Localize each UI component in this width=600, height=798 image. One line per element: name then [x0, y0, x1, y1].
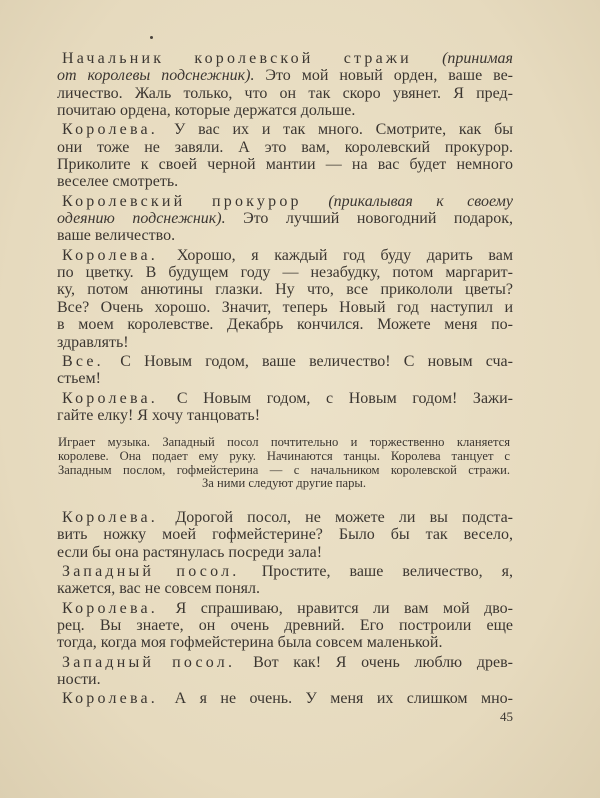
paragraph — [57, 509, 513, 561]
text-line — [57, 281, 513, 298]
paragraph — [57, 563, 513, 598]
speaker-name: Королева. — [62, 121, 174, 139]
dialogue-text: кажется, вас не совсем понял. — [57, 580, 260, 598]
text-line — [57, 139, 513, 156]
text-line — [57, 85, 513, 102]
dialogue-text: ности. — [57, 671, 101, 689]
stage-remark: (прикалывая к своему — [328, 192, 513, 210]
stage-remark: от королевы подснежник). — [57, 67, 266, 85]
dialogue-text: Простите, ваше величество, я, — [261, 563, 514, 581]
speaker-name: Начальник королевской стражи — [62, 50, 443, 67]
stage-remark: одеянию подснежник). — [57, 210, 244, 228]
dialogue-text: ку, потом анютины глазки. Ну что, все прикололи цветы? — [57, 281, 513, 299]
dialogue-text: Я спрашиваю, нравится ли вам мой дво- — [175, 599, 513, 617]
stage-direction-line: За ними следуют другие пары. — [202, 476, 366, 491]
stage-direction-line: Западным послом, гофмейстерина — с начальником королевской стражи. — [58, 462, 510, 477]
dialogue-text: Дорогой посол, не можете ли вы подста- — [175, 509, 514, 526]
dialogue-text: У вас их и так много. Смотрите, как бы — [174, 121, 514, 139]
speaker-name: Королева. — [62, 246, 177, 264]
page-number: 45 — [500, 709, 513, 724]
dialogue-text: Это лучший новогодний подарок, — [243, 210, 513, 228]
text-line — [57, 102, 513, 119]
dialogue-text: в моем королевстве. Декабрь кончился. Можете меня по- — [57, 316, 513, 334]
dialogue-text: Все? Очень хорошо. Значит, теперь Новый год наступил и — [57, 298, 513, 316]
dialogue-text: Приколите к своей черной мантии — на вас будет немного — [57, 156, 513, 174]
text-line — [57, 617, 513, 634]
dialogue-text: ваше величество. — [57, 227, 176, 245]
text-line — [57, 193, 513, 210]
dialogue-text: веселее смотреть. — [57, 173, 179, 191]
dialogue-text: личество. Жаль только, что он так скоро увянет. Я пред- — [57, 84, 513, 102]
text-line — [57, 370, 513, 387]
text-line — [57, 509, 513, 526]
text-line — [57, 654, 513, 671]
text-line — [57, 50, 513, 67]
dialogue-text: стьем! — [57, 370, 101, 388]
text-line — [57, 67, 513, 84]
paragraph — [57, 600, 513, 652]
text-line — [57, 173, 513, 190]
text-line — [57, 299, 513, 316]
text-line — [57, 563, 513, 580]
text-line — [57, 316, 513, 333]
speaker-name: Королевский прокурор — [62, 192, 329, 210]
dialogue-text: они тоже не завяли. А это вам, королевский прокурор. — [57, 138, 513, 156]
dialogue-text: Вот как! Я очень люблю древ- — [253, 653, 513, 671]
dialogue-text: Это мой новый орден, ваше ве- — [265, 67, 514, 85]
text-line — [57, 407, 513, 424]
text-line — [57, 247, 513, 264]
dialogue-text: А я не очень. У меня их слишком мно- — [174, 690, 513, 708]
paragraph — [57, 121, 513, 190]
stage-direction-line: королеве. Она подает ему руку. Начинаются танцы. Королева танцует с — [58, 448, 510, 463]
dialogue-text: если бы она растянулась посреди зала! — [57, 543, 323, 561]
dialogue-text: почитаю ордена, которые держатся дольше. — [57, 102, 356, 120]
text-line — [57, 671, 513, 688]
dialogue-text: Хорошо, я каждый год буду дарить вам — [176, 246, 513, 264]
text-line — [57, 227, 513, 244]
paragraph — [57, 690, 513, 707]
text-line — [57, 264, 513, 281]
dialogue-text: С Новым годом, ваше величество! С новым сча- — [120, 352, 513, 370]
stage-direction-line: Играет музыка. Западный посол почтительно и торжественно кланяется — [58, 435, 510, 449]
dialogue-block-1 — [57, 50, 513, 426]
text-line — [57, 210, 513, 227]
dialogue-text: вить ножку моей гофмейстерине? Было бы так весело, — [57, 526, 513, 544]
text-line — [57, 526, 513, 543]
speaker-name: Западный посол. — [62, 653, 254, 671]
text-line — [57, 634, 513, 651]
text-line — [57, 334, 513, 351]
text-line — [57, 121, 513, 138]
print-speck — [150, 36, 153, 39]
text-line — [57, 580, 513, 597]
speaker-name: Королева. — [62, 509, 176, 526]
speaker-name: Западный посол. — [62, 563, 262, 581]
dialogue-text: С Новым годом, с Новым годом! Зажи- — [176, 389, 513, 407]
dialogue-text: гайте елку! Я хочу танцовать! — [57, 406, 261, 424]
paragraph — [57, 193, 513, 245]
speaker-name: Королева. — [62, 690, 175, 708]
dialogue-text: рец. Вы знаете, он очень древний. Его построили еще — [57, 617, 513, 635]
stage-direction — [58, 436, 510, 491]
speaker-name: Королева. — [62, 389, 177, 407]
paragraph — [57, 353, 513, 388]
paragraph — [57, 247, 513, 351]
speaker-name: Все. — [62, 352, 121, 370]
dialogue-text: здравлять! — [57, 333, 129, 351]
dialogue-text: по цветку. В будущем году — незабудку, потом маргарит- — [57, 264, 513, 282]
text-line — [57, 600, 513, 617]
dialogue-text: тогда, когда моя гофмейстерина была совсем маленькой. — [57, 634, 443, 652]
dialogue-block-2 — [57, 509, 513, 710]
text-line — [57, 544, 513, 561]
paragraph — [57, 50, 513, 119]
text-line — [57, 156, 513, 173]
paragraph — [57, 654, 513, 689]
stage-remark: (принимая — [442, 50, 513, 67]
speaker-name: Королева. — [62, 599, 176, 617]
text-line — [57, 390, 513, 407]
paragraph — [57, 390, 513, 425]
text-line — [57, 353, 513, 370]
text-line — [57, 690, 513, 707]
